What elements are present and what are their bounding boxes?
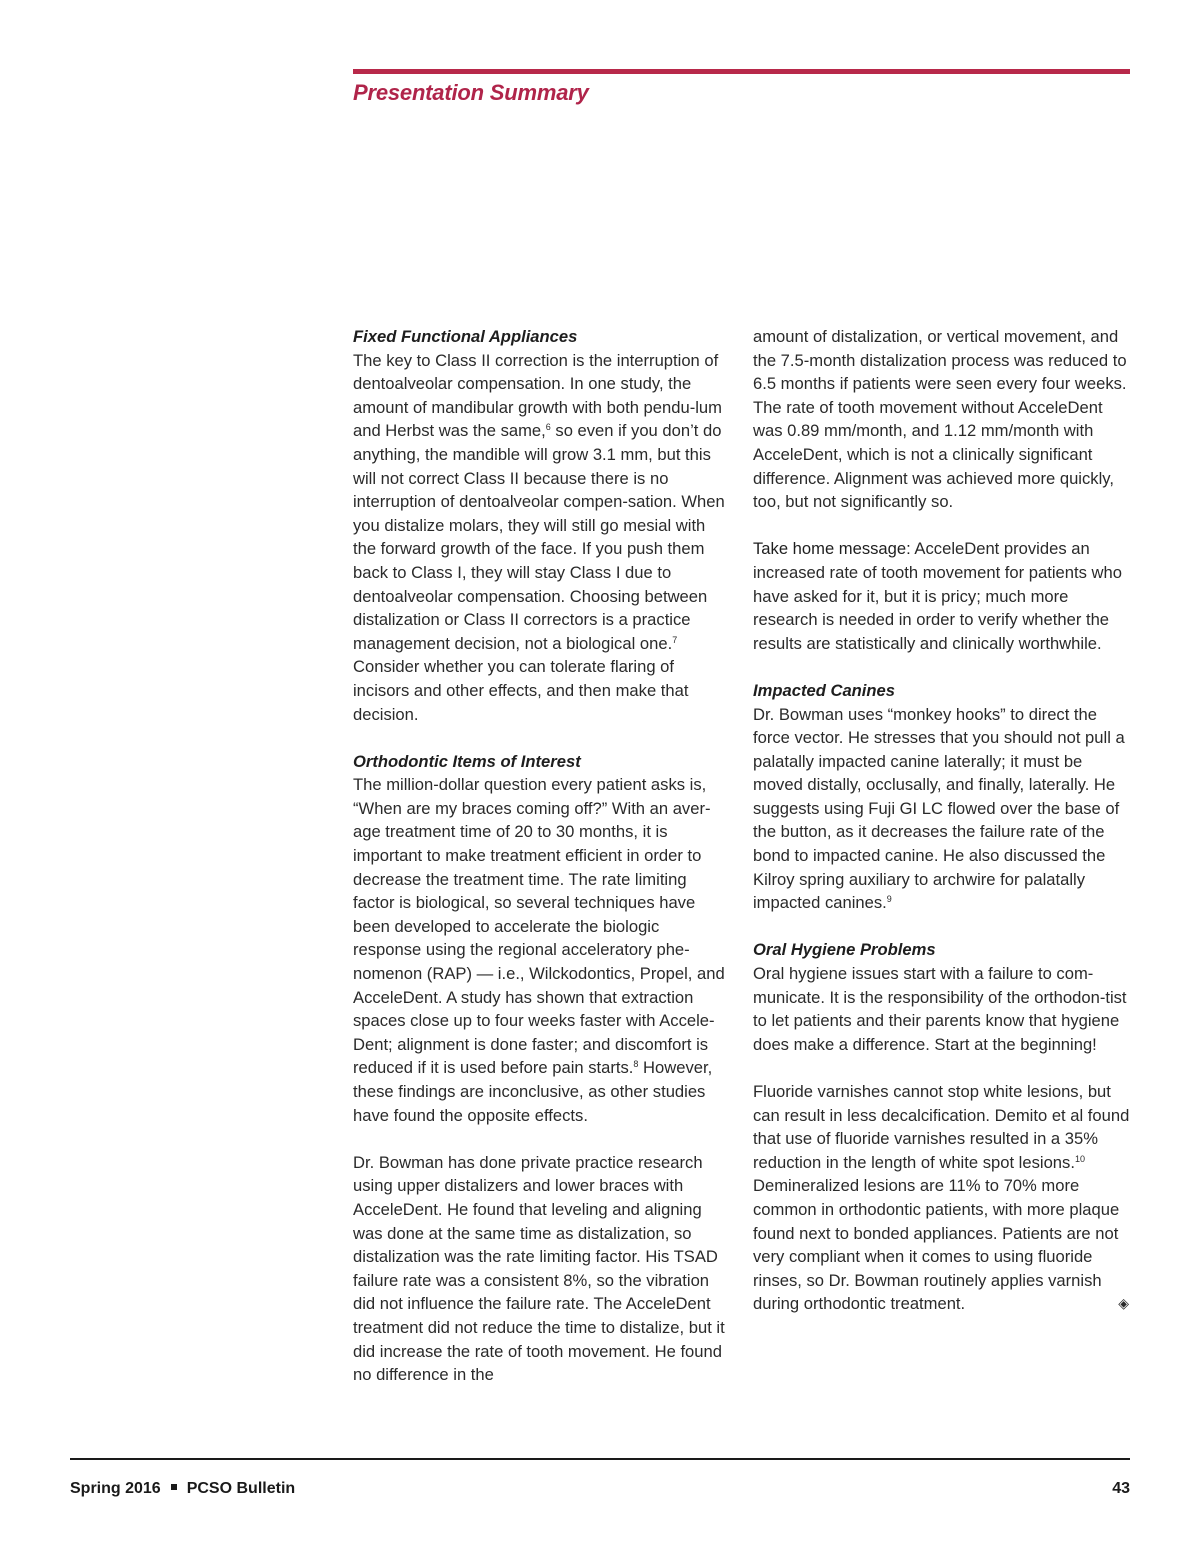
- left-column: [353, 325, 731, 1387]
- subheading-impacted-canines: Impacted Canines: [753, 680, 896, 700]
- body-text: Fluoride varnishes cannot stop white lesions, but can result in less decalcification. Demito et al found that use of fluoride varnishes resulted in a 35% reduction in the length of white spot lesions.: [753, 1082, 1130, 1172]
- body-text: Demineralized lesions are 11% to 70% more common in orthodontic patients, with more plaque found next to bonded appliances. Patients are not very compliant when it comes to using fluoride rinses, so Dr. Bowman routinely applies varnish during orthodontic treatment.: [753, 1176, 1120, 1314]
- page-number: 43: [1112, 1480, 1130, 1497]
- paragraph-oral-hygiene: [753, 938, 1131, 1056]
- paragraph-orthodontic-items: [353, 750, 731, 1128]
- reference-superscript: 9: [886, 894, 892, 905]
- body-text: The key to Class II correction is the interruption of dentoalveolar compensation. In one study, the amount of mandibular growth with both pendu-lum and Herbst was the same,: [353, 350, 722, 441]
- subheading-fixed-functional-appliances: Fixed Functional Appliances: [353, 327, 578, 346]
- take-home-label: Take home message:: [753, 539, 911, 559]
- body-text: so even if you don’t do anything, the mandible will grow 3.1 mm, but this will not correct Class II because there is no interruption of dentoalveolar compen-sation. When you distalize molars, they will still go mesial with the forward growth of the face. If you push them back to Class I, they will stay Class I due to dentoalveolar compensation. Choosing between distalization or Class II correctors is a practice management decision, not a biological one.: [353, 421, 725, 653]
- footer-publication-info: [70, 1480, 295, 1498]
- body-text: The million-dollar question every patient asks is, “When are my braces coming off?” With an aver-age treatment time of 20 to 30 months, it is important to make treatment efficient in order to decrease the treatment time. The rate limiting factor is biological, so several techniques have been developed to accelerate the biologic response using the regional acceleratory phe-nomenon (RAP) — i.e., Wilckodontics, Propel, and AcceleDent. A study has shown that extraction spaces close up to four weeks faster with Accele-Dent; alignment is done faster; and discomfort is reduced if it is used before pain starts.: [353, 775, 725, 1078]
- body-text: However, these findings are inconclusive, as other studies have found the opposite effects.: [353, 1058, 713, 1125]
- right-column: [753, 325, 1131, 1316]
- paragraph-fixed-functional-appliances: [353, 325, 731, 726]
- body-text: Dr. Bowman uses “monkey hooks” to direct the force vector. He stresses that you should not pull a palatally impacted canine laterally; it must be moved distally, occlusally, and finally, laterally. He suggests using Fuji GI LC flowed over the base of the button, as it decreases the failure rate of the bond to impacted canine. He also discussed the Kilroy spring auxiliary to archwire for palatally impacted canines.: [753, 704, 1125, 913]
- paragraph-continuation: amount of distalization, or vertical movement, and the 7.5-month distalization process was reduced to 6.5 months if patients were seen every four weeks. The rate of tooth movement without AcceleDent was 0.89 mm/month, and 1.12 mm/month with AcceleDent, which is not a clinically significant difference. Alignment was achieved more quickly, too, but not significantly so.: [753, 327, 1127, 512]
- paragraph-impacted-canines: [753, 679, 1131, 915]
- reference-superscript: 7: [672, 634, 678, 645]
- paragraph-bowman-research: Dr. Bowman has done private practice research using upper distalizers and lower braces with AcceleDent. He found that leveling and aligning was done at the same time as distalization, so distalization was the rate limiting factor. His TSAD failure rate was a consistent 8%, so the vibration did not influence the failure rate. The AcceleDent treatment did not reduce the time to distalize, but it did increase the rate of tooth movement. He found no difference in the: [353, 1152, 725, 1385]
- section-title: Presentation Summary: [353, 80, 589, 105]
- reference-superscript: 8: [633, 1059, 639, 1070]
- footer-issue: Spring 2016: [70, 1480, 161, 1497]
- end-of-article-icon: ◈: [1118, 1295, 1129, 1312]
- footer-rule: [70, 1458, 1130, 1460]
- square-bullet-icon: [171, 1484, 177, 1490]
- header-rule: [353, 69, 1130, 74]
- reference-superscript: 6: [545, 422, 551, 433]
- paragraph-fluoride-varnishes: [753, 1080, 1131, 1316]
- subheading-orthodontic-items-of-interest: Orthodontic Items of Interest: [353, 751, 581, 771]
- footer-publication: PCSO Bulletin: [186, 1480, 296, 1497]
- body-text: Oral hygiene issues start with a failure to com-municate. It is the responsibility of the orthodon-tist to let patients and their parents know that hygiene does make a difference. Start at the beginning!: [753, 964, 1127, 1054]
- body-text: Consider whether you can tolerate flaring of incisors and other effects, and then make that decision.: [353, 657, 689, 724]
- paragraph-take-home-message: [753, 537, 1131, 655]
- subheading-oral-hygiene-problems: Oral Hygiene Problems: [753, 940, 936, 960]
- body-text: AcceleDent provides an increased rate of tooth movement for patients who have asked for it, but it is pricy; much more research is needed in order to verify whether the results are statistically and clinically worthwhile.: [753, 539, 1122, 653]
- reference-superscript: 10: [1074, 1153, 1085, 1164]
